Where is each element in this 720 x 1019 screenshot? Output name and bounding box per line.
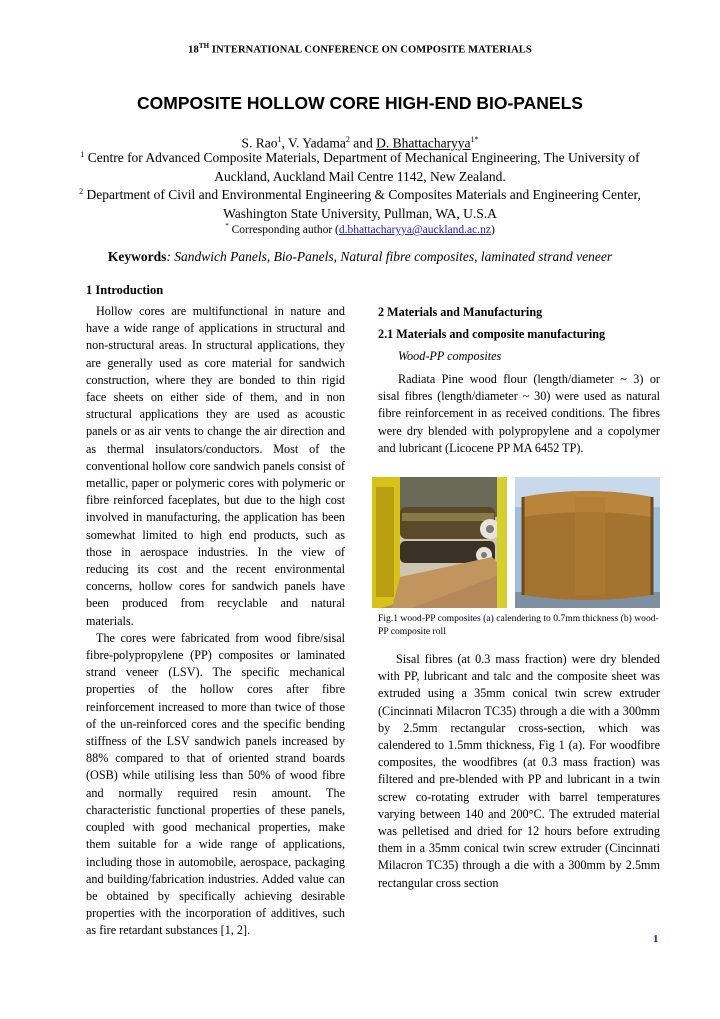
author-list: S. Rao$^1$, V. Yadama$^2$ and D. Bhattacharyya$^{1*}$ [241, 135, 479, 151]
paragraph: Hollow cores are multifunctional in nature and have a wide range of applications in structural and non-structural areas. In structural applications, they are generally used as core material for sandwich construction, where they are bonded to thin rigid face sheets on either side of them, and in non structural applications they are used as acoustic panels or as air vents to change the air direction and as thermal insulators/conductors. Most of the conventional hollow core sandwich panels consist of metallic, paper or polymeric cores with polymeric or fibre reinforced faceplates, but due to the high cost involved in manufacturing, the application has been somewhat limited to high end products, such as those in aerospace industries. In the view of reducing its cost and the recent environmental concerns, hollow cores for sandwich panels have been produced from recyclable and natural materials. [86, 304, 345, 628]
right-column-top [378, 371, 660, 457]
keywords: Keywords: Sandwich Panels, Bio-Panels, Natural fibre composites, laminated strand veneer [107, 249, 613, 264]
paragraph: Sisal fibres (at 0.3 mass fraction) were dry blended with PP, lubricant and talc and the composite sheet was extruded using a 35mm conical twin screw extruder (Cincinnati Milacron TC35) through a die with a 300mm by 2.5mm rectangular cross-section, which was calendered to 1.5mm thickness, Fig 1 (a). For woodfibre composites, the woodfibres (at 0.3 mass fraction) was filtered and pre-blended with PP and lubricant in a twin screw co-rotating extruder with barrel temperatures varying between 140 and 200°C. The extruded material was pelletised and dried for 12 hours before extruding them in a 35mm conical twin screw extruder (Cincinnati Milacron TC35) through a die with a 300mm by 2.5mm rectangular cross section [378, 652, 660, 890]
affiliation-2: $^2$ Department of Civil and Environmental Engineering & Composites Materials and Engineering Center, Washington State University, Pullman, WA, U.S.A [79, 187, 641, 221]
composite-roll-image [515, 477, 660, 608]
figure-1b-composite-roll-photo [515, 477, 660, 608]
subsubsection-heading: Wood-PP composites [398, 349, 502, 363]
paper-title: COMPOSITE HOLLOW CORE HIGH-END BIO-PANELS [137, 93, 583, 113]
corresponding-author-line: * Corresponding author (d.bhattacharyya@auckland.ac.nz) [225, 222, 495, 236]
page-number: 1 [653, 933, 659, 945]
figure-1a-calendering-photo [372, 477, 507, 608]
paragraph: The cores were fabricated from wood fibre/sisal fibre-polypropylene (PP) composites or laminated strand veneer (LSV). The specific mechanical properties of the hollow cores after fibre reinforcement increased to more than twice of those of the un-reinforced cores and the specific bending stiffness of the LSV sandwich panels increased by 88% compared to that of oriented strand boards (OSB) while utilising less than 50% of wood fibre and normally required resin amount. The characteristic functional properties of these panels, coupled with good mechanical properties, make them suitable for a wide range of applications, including those in automobile, aerospace, packaging and building/fabrication industries. Added value can be obtained by specifically achieving desirable properties with the incorporation of additives, such as fire retardant substances [1, 2]. [86, 630, 345, 938]
right-column-bottom [378, 651, 660, 892]
section-heading-introduction: 1 Introduction [86, 283, 164, 297]
running-head: 18TH INTERNATIONAL CONFERENCE ON COMPOSITE MATERIALS [188, 42, 532, 56]
affiliation-1: $^1$ Centre for Advanced Composite Materials, Department of Mechanical Engineering, The University of Auckland, Auckland Mail Centre 1142, New Zealand. [80, 150, 640, 184]
email-link[interactable]: d.bhattacharyya@auckland.ac.nz [338, 223, 491, 236]
section-heading-materials: 2 Materials and Manufacturing [378, 305, 543, 319]
corresponding-author-name: D. Bhattacharyya [376, 135, 471, 151]
figure-caption: Fig.1 wood-PP composites (a) calendering to 0.7mm thickness (b) wood-PP composite roll [378, 613, 659, 637]
left-column [86, 303, 345, 940]
subsection-heading: 2.1 Materials and composite manufacturing [378, 327, 606, 341]
calendering-machine-image [372, 477, 507, 608]
paragraph: Radiata Pine wood flour (length/diameter ~ 3) or sisal fibres (length/diameter ~ 30) were used as natural fibre reinforcement in as received conditions. The fibres were dry blended with polypropylene and a copolymer and lubricant (Licocene PP MA 6452 TP). [378, 372, 660, 455]
